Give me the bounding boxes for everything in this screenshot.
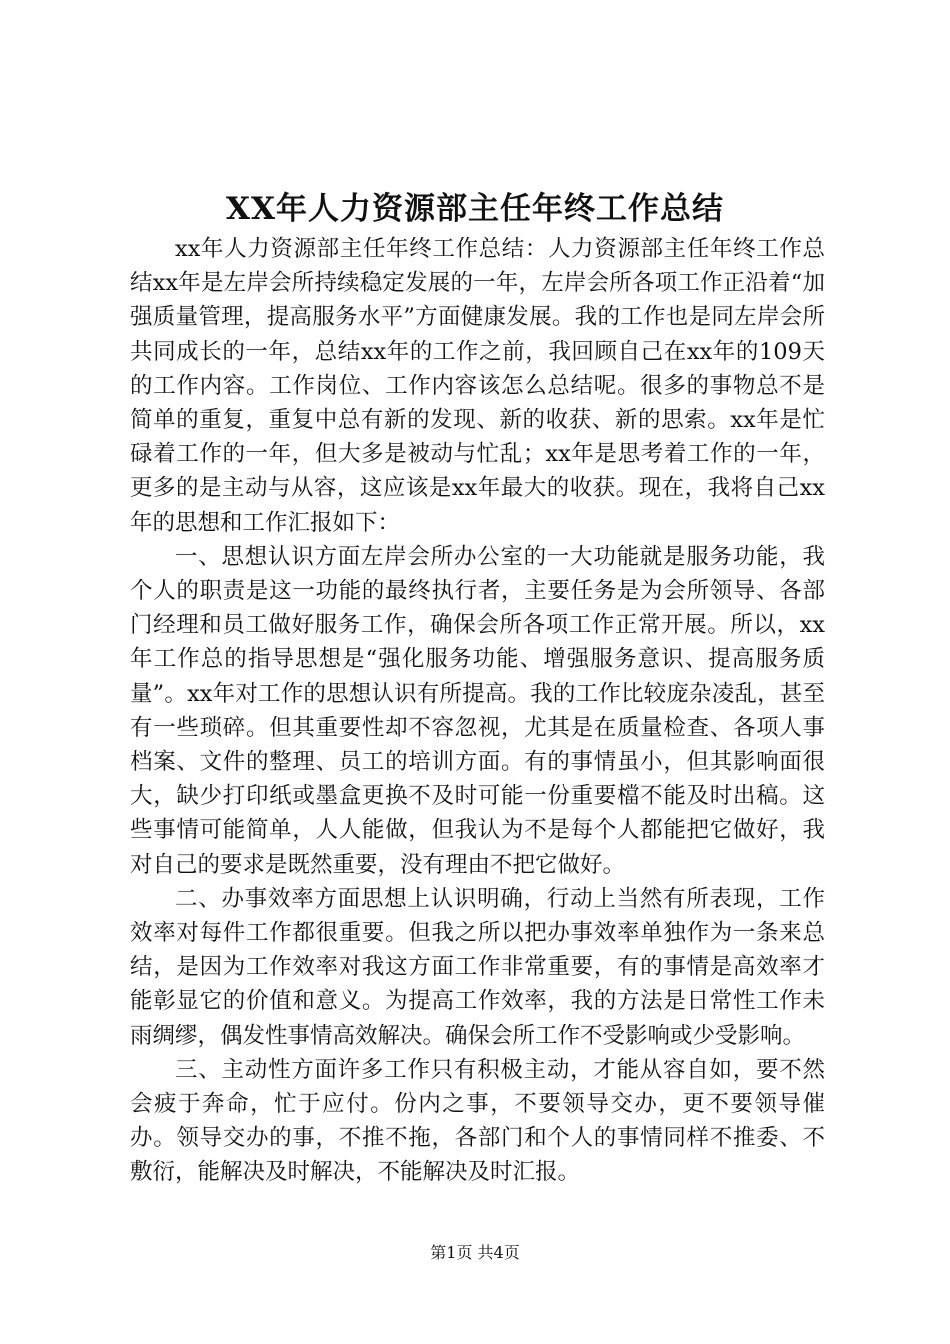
paragraph-section-1: 一、思想认识方面左岸会所办公室的一大功能就是服务功能，我个人的职责是这一功能的最终执行者，主要任务是为会所领导、各部门经理和员工做好服务工作，确保会所各项工作正常开展。所以，xx年工作总的指导思想是“强化服务功能、增强服务意识、提高服务质量”。xx年对工作的思想认识有所提高。我的工作比较庞杂凌乱，甚至有一些琐碎。但其重要性却不容忽视，尤其是在质量检查、各项人事档案、文件的整理、员工的培训方面。有的事情虽小，但其影响面很大，缺少打印纸或墨盒更换不及时可能一份重要檔不能及时出稿。这些事情可能简单，人人能做，但我认为不是每个人都能把它做好，我对自己的要求是既然重要，没有理由不把它做好。 — [130, 543, 825, 878]
page-number-footer: 第1页 共4页 — [430, 1243, 520, 1262]
paragraph-section-3: 三、主动性方面许多工作只有积极主动，才能从容自如，要不然会疲于奔命，忙于应付。份内之事，不要领导交办，更不要领导催办。领导交办的事，不推不拖，各部门和个人的事情同样不推委、不敷衍，能解决及时解决，不能解决及时汇报。 — [130, 1056, 825, 1186]
paragraph-section-2: 二、办事效率方面思想上认识明确，行动上当然有所表现，工作效率对每件工作都很重要。但我之所以把办事效率单独作为一条来总结，是因为工作效率对我这方面工作非常重要，有的事情是高效率才能彰显它的价值和意义。为提高工作效率，我的方法是日常性工作未雨绸缪，偶发性事情高效解决。确保会所工作不受影响或少受影响。 — [130, 885, 825, 1049]
document-title: XX年人力资源部主任年终工作总结 — [225, 191, 725, 227]
paragraph-intro: xx年人力资源部主任年终工作总结：人力资源部主任年终工作总结xx年是左岸会所持续稳定发展的一年，左岸会所各项工作正沿着“加强质量管理，提高服务水平”方面健康发展。我的工作也是同左岸会所共同成长的一年，总结xx年的工作之前，我回顾自己在xx年的109天的工作内容。工作岗位、工作内容该怎么总结呢。很多的事物总不是简单的重复，重复中总有新的发现、新的收获、新的思索。xx年是忙碌着工作的一年，但大多是被动与忙乱；xx年是思考着工作的一年，更多的是主动与从容，这应该是xx年最大的收获。现在，我将自己xx年的思想和工作汇报如下： — [130, 236, 825, 536]
document-body — [130, 232, 825, 1190]
